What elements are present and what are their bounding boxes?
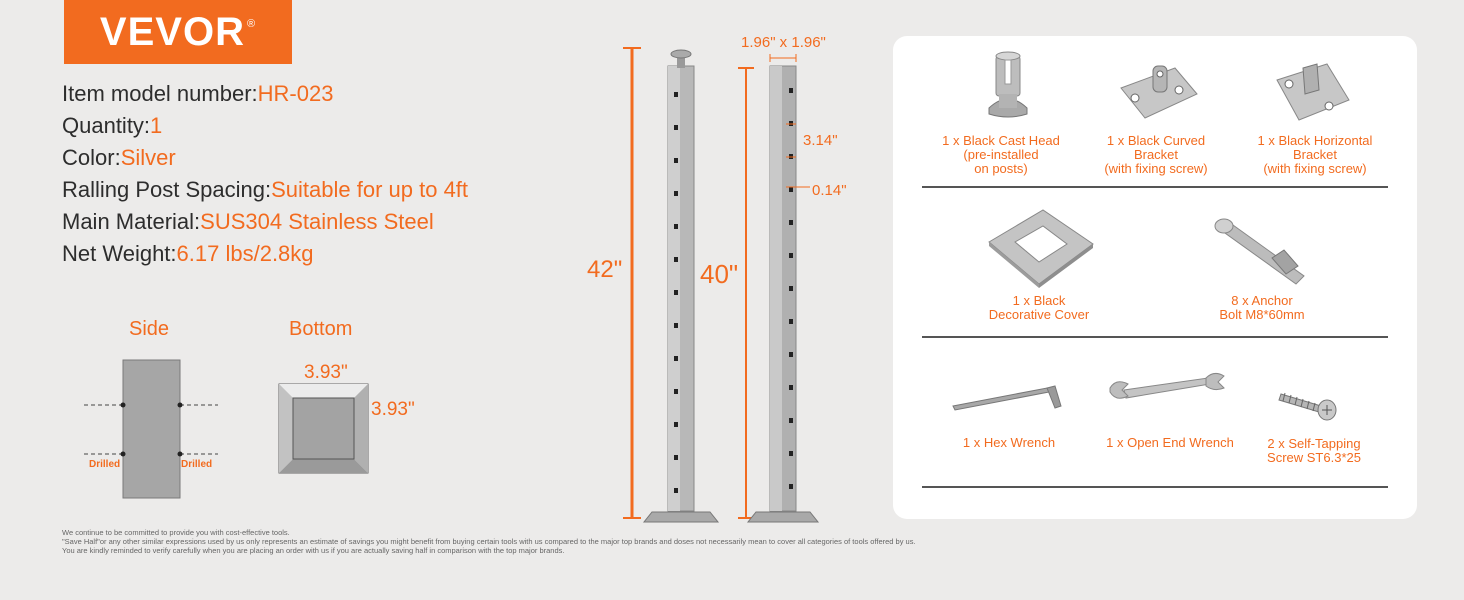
post-size-label: 1.96" x 1.96" [741,34,826,51]
base-bevel [279,459,368,473]
bottom-view-diagram [278,383,370,475]
base-bevel [279,384,293,473]
screw-icon [1277,384,1339,424]
part-hex-wrench: 1 x Hex Wrench [962,435,1056,450]
side-label: Side [129,318,170,340]
spec-label: Item model number: [62,81,258,106]
post-side [123,360,180,498]
post-base [644,512,718,522]
spec-label: Net Weight: [62,241,177,266]
part-self-tapping-screw: 2 x Self-Tapping Screw ST6.3*25 [1267,436,1361,465]
spec-value: Silver [120,145,176,170]
base-bevel [279,384,368,398]
anchor-bolt-icon [1212,214,1310,286]
base-height-label: 3.93" [371,399,415,420]
hole-dot [178,403,183,408]
spec-label: Main Material: [62,209,201,234]
spec-value: 6.17 lbs/2.8kg [176,241,314,266]
brand-logo [64,0,292,64]
spec-value: Suitable for up to 4ft [271,177,469,202]
part-anchor-bolt: 8 x Anchor Bolt M8*60mm [1219,293,1305,322]
hole-dot [121,452,126,457]
brand-reg: ® [246,18,257,30]
spec-value: SUS304 Stainless Steel [200,209,434,234]
part-cast-head: 1 x Black Cast Head (pre-installed on posts) [942,133,1060,176]
hole-dot [121,403,126,408]
spec-list [62,78,468,270]
drilled-label-right: Drilled [181,459,213,470]
part-curved-bracket: 1 x Black Curved Bracket (with fixing screw) [1104,133,1208,176]
base-width-label: 3.93" [304,362,348,383]
spec-label: Ralling Post Spacing: [62,177,272,202]
hole-size-label: 0.14" [812,182,847,199]
post-base [748,512,818,522]
height-40-label: 40" [700,259,739,289]
spec-color [62,142,468,174]
disclaimer-line: You are kindly reminded to verify carefully when you are placing an order with us if you are actually saving half in comparison with the top major brands. [62,546,565,555]
spec-value: 1 [150,113,163,138]
drilled-label-left: Drilled [89,459,121,470]
separator [922,186,1388,188]
spec-label: Color: [62,145,121,170]
height-42-label: 42" [587,256,623,283]
spec-material [62,206,468,238]
disclaimer-line: "Save Half"or any other similar expressions used by us only represents an estimate of savings you might benefit from buying certain tools with us compared to the major top brands and doses not necessarily mean to cover all categories of tools offered by us. [62,537,916,546]
decorative-cover-icon [985,206,1097,288]
disclaimer-line: We continue to be committed to provide you with cost-effective tools. [62,528,290,537]
curved-bracket-icon [1115,60,1201,126]
disclaimer [62,528,916,555]
hole-dot [178,452,183,457]
brand-name: VEVOR [99,9,245,54]
part-decorative-cover: 1 x Black Decorative Cover [988,293,1090,322]
part-open-end-wrench: 1 x Open End Wrench [1106,435,1234,450]
spec-model [62,78,468,110]
spec-quantity [62,110,468,142]
hex-wrench-icon [951,380,1063,412]
separator [922,336,1388,338]
separator [922,486,1388,488]
side-view-diagram [80,355,230,500]
hole-spacing-label: 3.14" [803,132,838,149]
part-horizontal-bracket: 1 x Black Horizontal Bracket (with fixing screw) [1257,133,1373,176]
spec-weight [62,238,468,270]
spec-spacing [62,174,468,206]
horizontal-bracket-icon [1273,60,1353,126]
base-bevel [354,384,368,473]
post-section [293,398,354,459]
open-end-wrench-icon [1106,368,1228,408]
bottom-label: Bottom [289,318,353,340]
cast-head-icon [983,50,1033,122]
spec-value: HR-023 [257,81,334,106]
spec-label: Quantity: [62,113,151,138]
